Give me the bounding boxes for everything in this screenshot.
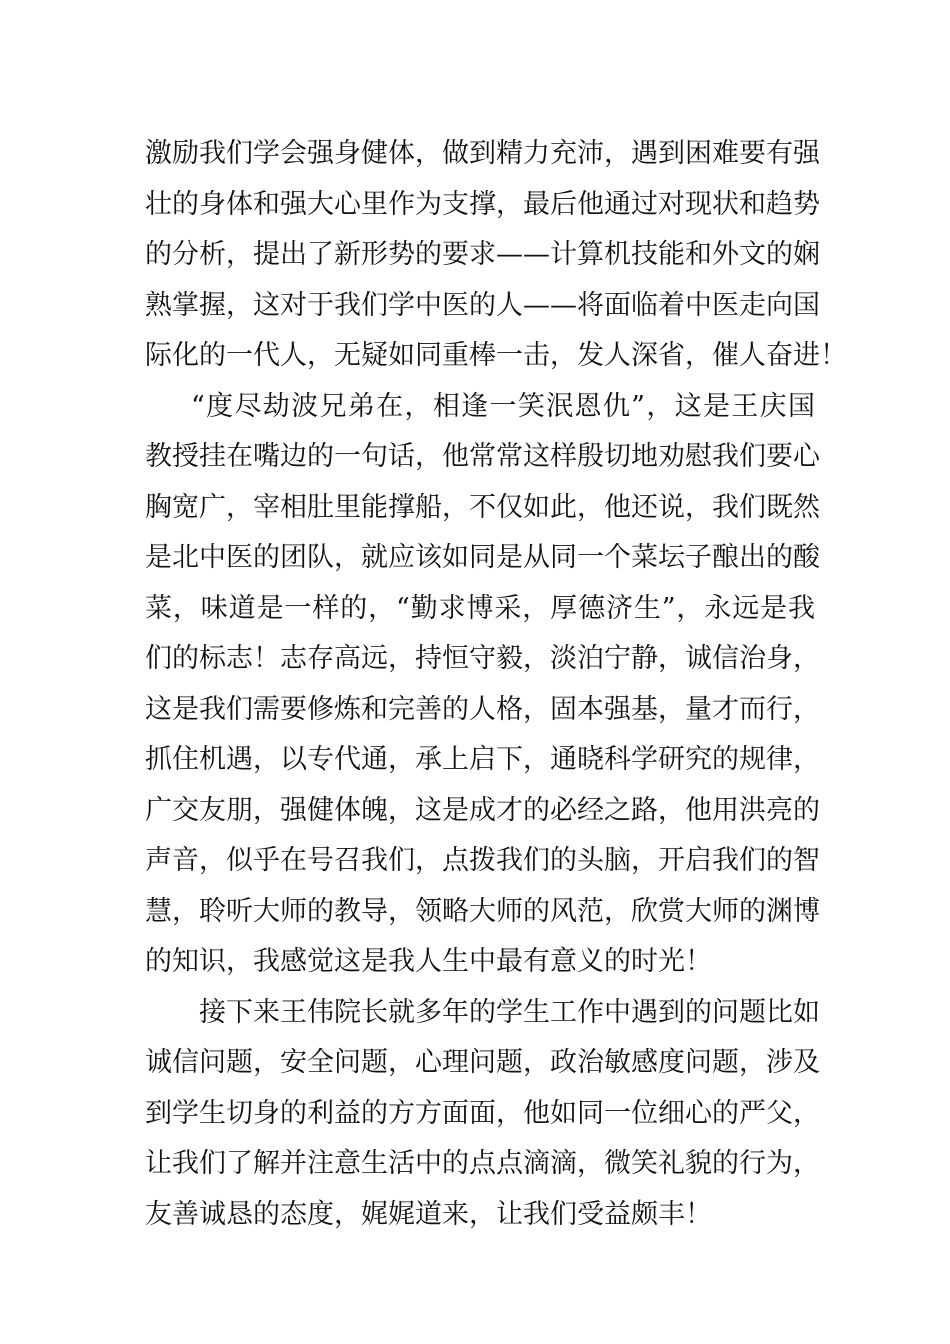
text-line: 友善诚恳的态度，娓娓道来，让我们受益颇丰！	[145, 1198, 712, 1230]
text-line: 的分析，提出了新形势的要求——计算机技能和外文的娴	[145, 239, 820, 270]
text-line: 菜，味道是一样的，“勤求博采，厚德济生”，永远是我	[145, 592, 815, 624]
body-text	[145, 129, 847, 1240]
text-line: “度尽劫波兄弟在，相逢一笑泯恩仇”，这是王庆国	[191, 390, 815, 422]
text-line: 壮的身体和强大心里作为支撑，最后他通过对现状和趋势	[145, 188, 820, 220]
text-line: 熟掌握，这对于我们学中医的人——将面临着中医走向国	[145, 289, 820, 321]
text-line: 慧，聆听大师的教导，领略大师的风范，欣赏大师的渊博	[145, 895, 820, 927]
text-line: 是北中医的团队，就应该如同是从同一个菜坛子酿出的酸	[145, 542, 820, 573]
text-line: 教授挂在嘴边的一句话，他常常这样殷切地劝慰我们要心	[145, 441, 820, 472]
text-line: 抓住机遇，以专代通，承上启下，通晓科学研究的规律，	[145, 744, 820, 775]
text-line: 让我们了解并注意生活中的点点滴滴，微笑礼貌的行为，	[145, 1148, 820, 1179]
text-line: 广交友朋，强健体魄，这是成才的必经之路，他用洪亮的	[145, 794, 820, 826]
text-line: 这是我们需要修炼和完善的人格，固本强基，量才而行，	[145, 693, 820, 725]
text-line: 的知识，我感觉这是我人生中最有意义的时光！	[145, 946, 712, 977]
text-line: 际化的一代人，无疑如同重棒一击，发人深省，催人奋进！	[145, 340, 847, 371]
text-line: 激励我们学会强身健体，做到精力充沛，遇到困难要有强	[145, 138, 820, 169]
text-line: 们的标志！志存高远，持恒守毅，淡泊宁静，诚信治身，	[145, 643, 820, 674]
text-line: 声音，似乎在号召我们，点拨我们的头脑，开启我们的智	[145, 845, 820, 876]
text-line: 诚信问题，安全问题，心理问题，政治敏感度问题，涉及	[145, 1047, 820, 1078]
text-line: 到学生切身的利益的方方面面，他如同一位细心的严父，	[145, 1097, 820, 1129]
text-line: 接下来王伟院长就多年的学生工作中遇到的问题比如	[199, 996, 820, 1028]
text-line: 胸宽广，宰相肚里能撑船，不仅如此，他还说，我们既然	[145, 491, 820, 523]
